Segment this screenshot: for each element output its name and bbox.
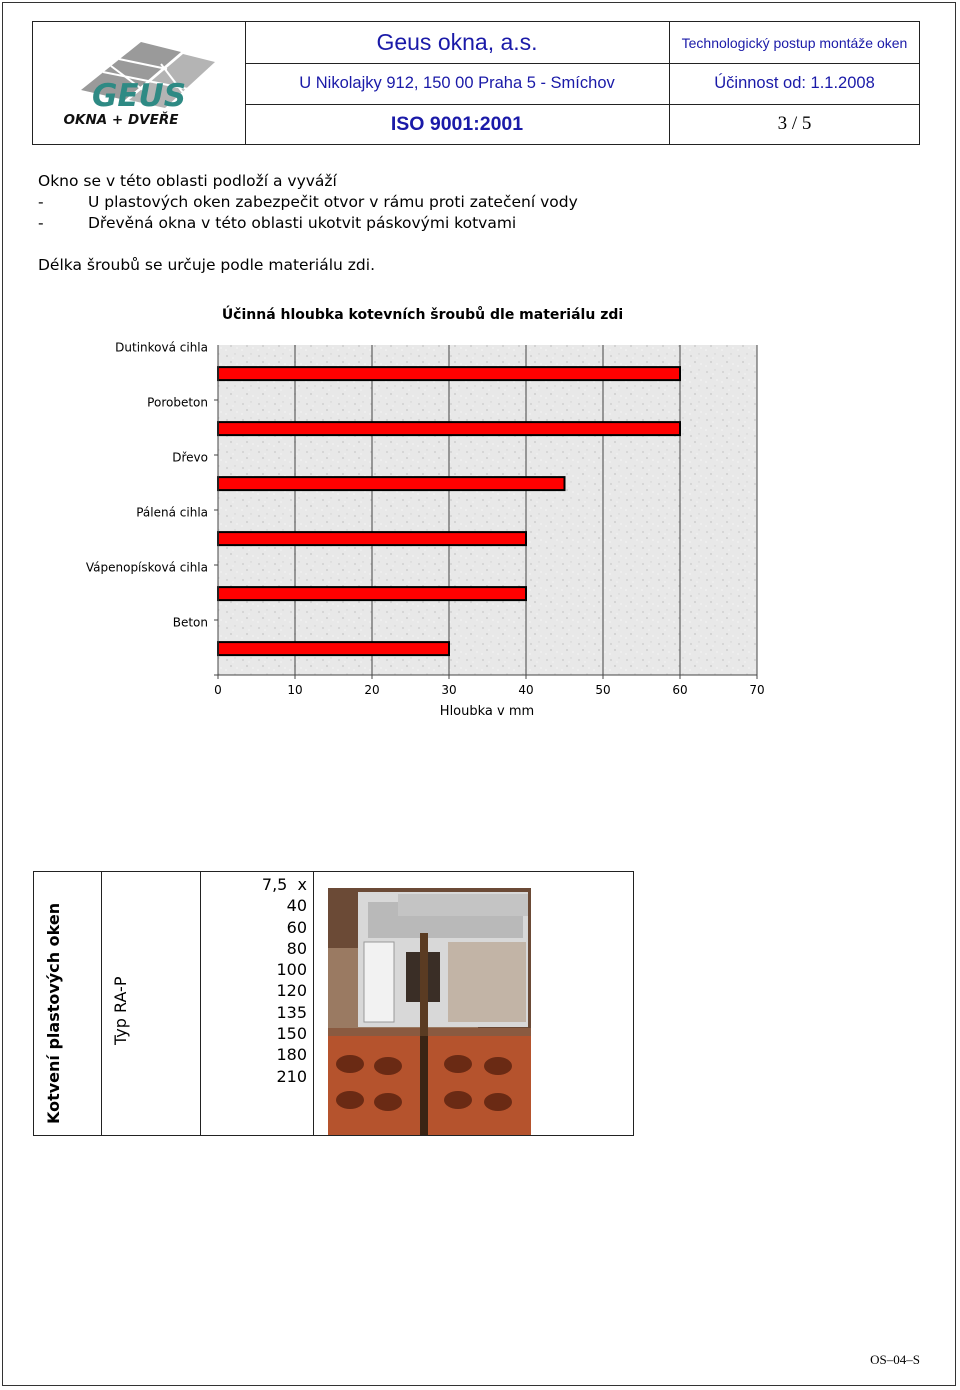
screw-length-item: 120: [276, 981, 307, 1001]
chart-title: Účinná hloubka kotevních šroubů dle materiálu zdi: [221, 307, 624, 323]
bar: [218, 587, 526, 600]
table-cell-type: [101, 872, 201, 1135]
anchoring-table: [33, 871, 634, 1136]
screw-length-item: 180: [276, 1045, 307, 1065]
bar: [218, 422, 680, 435]
screw-length-item: 40: [286, 896, 307, 916]
screw-length-item: 60: [286, 917, 307, 937]
bar: [218, 367, 680, 380]
effective-date: Účinnost od: 1.1.2008: [714, 74, 875, 92]
bullet-text: Dřevěná okna v této oblasti ukotvit páskovými kotvami: [88, 214, 517, 232]
category-label: Kotvení plastových oken: [44, 902, 63, 1124]
anchoring-photo: [328, 888, 531, 1135]
x-tick-label: 50: [595, 683, 611, 697]
paragraph-support: Okno se v této oblasti podloží a vyváží: [38, 172, 337, 190]
document-code: OS–04–S: [870, 1352, 920, 1367]
company-name: Geus okna, a.s.: [376, 29, 538, 55]
bullet-text: U plastových oken zabezpečit otvor v rámu proti zatečení vody: [88, 193, 578, 211]
logo-wordmark: GEUS: [91, 78, 187, 114]
category-label: Dutinková cihla: [115, 340, 208, 355]
screw-length-item: 100: [276, 960, 307, 980]
x-tick-label: 0: [214, 683, 222, 697]
x-tick-label: 10: [287, 683, 303, 697]
x-tick-label: 30: [441, 683, 457, 697]
company-address: U Nikolajky 912, 150 00 Praha 5 - Smíchov: [299, 74, 615, 92]
paragraph-screw-length: Délka šroubů se určuje podle materiálu zdi.: [38, 256, 376, 274]
bullet-dash: -: [38, 193, 44, 211]
iso-standard: ISO 9001:2001: [390, 112, 524, 135]
category-label: Pálená cihla: [136, 505, 208, 520]
screw-length-item: 80: [286, 938, 307, 958]
type-label: Typ RA-P: [111, 976, 130, 1045]
screw-length-item: 7,5 x: [261, 875, 307, 894]
page-number: 3 / 5: [777, 113, 812, 134]
plot-area: [218, 345, 757, 675]
x-axis-label: Hloubka v mm: [439, 704, 535, 719]
bullet-dash: -: [38, 214, 44, 232]
x-tick-label: 20: [364, 683, 380, 697]
bar: [218, 642, 449, 655]
document-type: Technologický postup montáže oken: [681, 34, 908, 51]
screw-length-list: [262, 874, 307, 1087]
bar: [218, 477, 565, 490]
logo-tagline: OKNA + DVEŘE: [63, 112, 179, 128]
bar: [218, 532, 526, 545]
table-cell-lengths: [200, 872, 314, 1135]
category-label: Dřevo: [172, 450, 208, 465]
category-label: Porobeton: [147, 395, 208, 410]
x-tick-label: 40: [518, 683, 534, 697]
screw-length-item: 210: [276, 1066, 307, 1086]
x-tick-label: 60: [672, 683, 688, 697]
category-label: Beton: [172, 615, 208, 630]
table-cell-category: [34, 872, 102, 1135]
screw-length-item: 135: [276, 1002, 307, 1022]
category-label: Vápenopísková cihla: [85, 560, 208, 575]
screw-length-item: 150: [276, 1024, 307, 1044]
x-tick-label: 70: [749, 683, 765, 697]
